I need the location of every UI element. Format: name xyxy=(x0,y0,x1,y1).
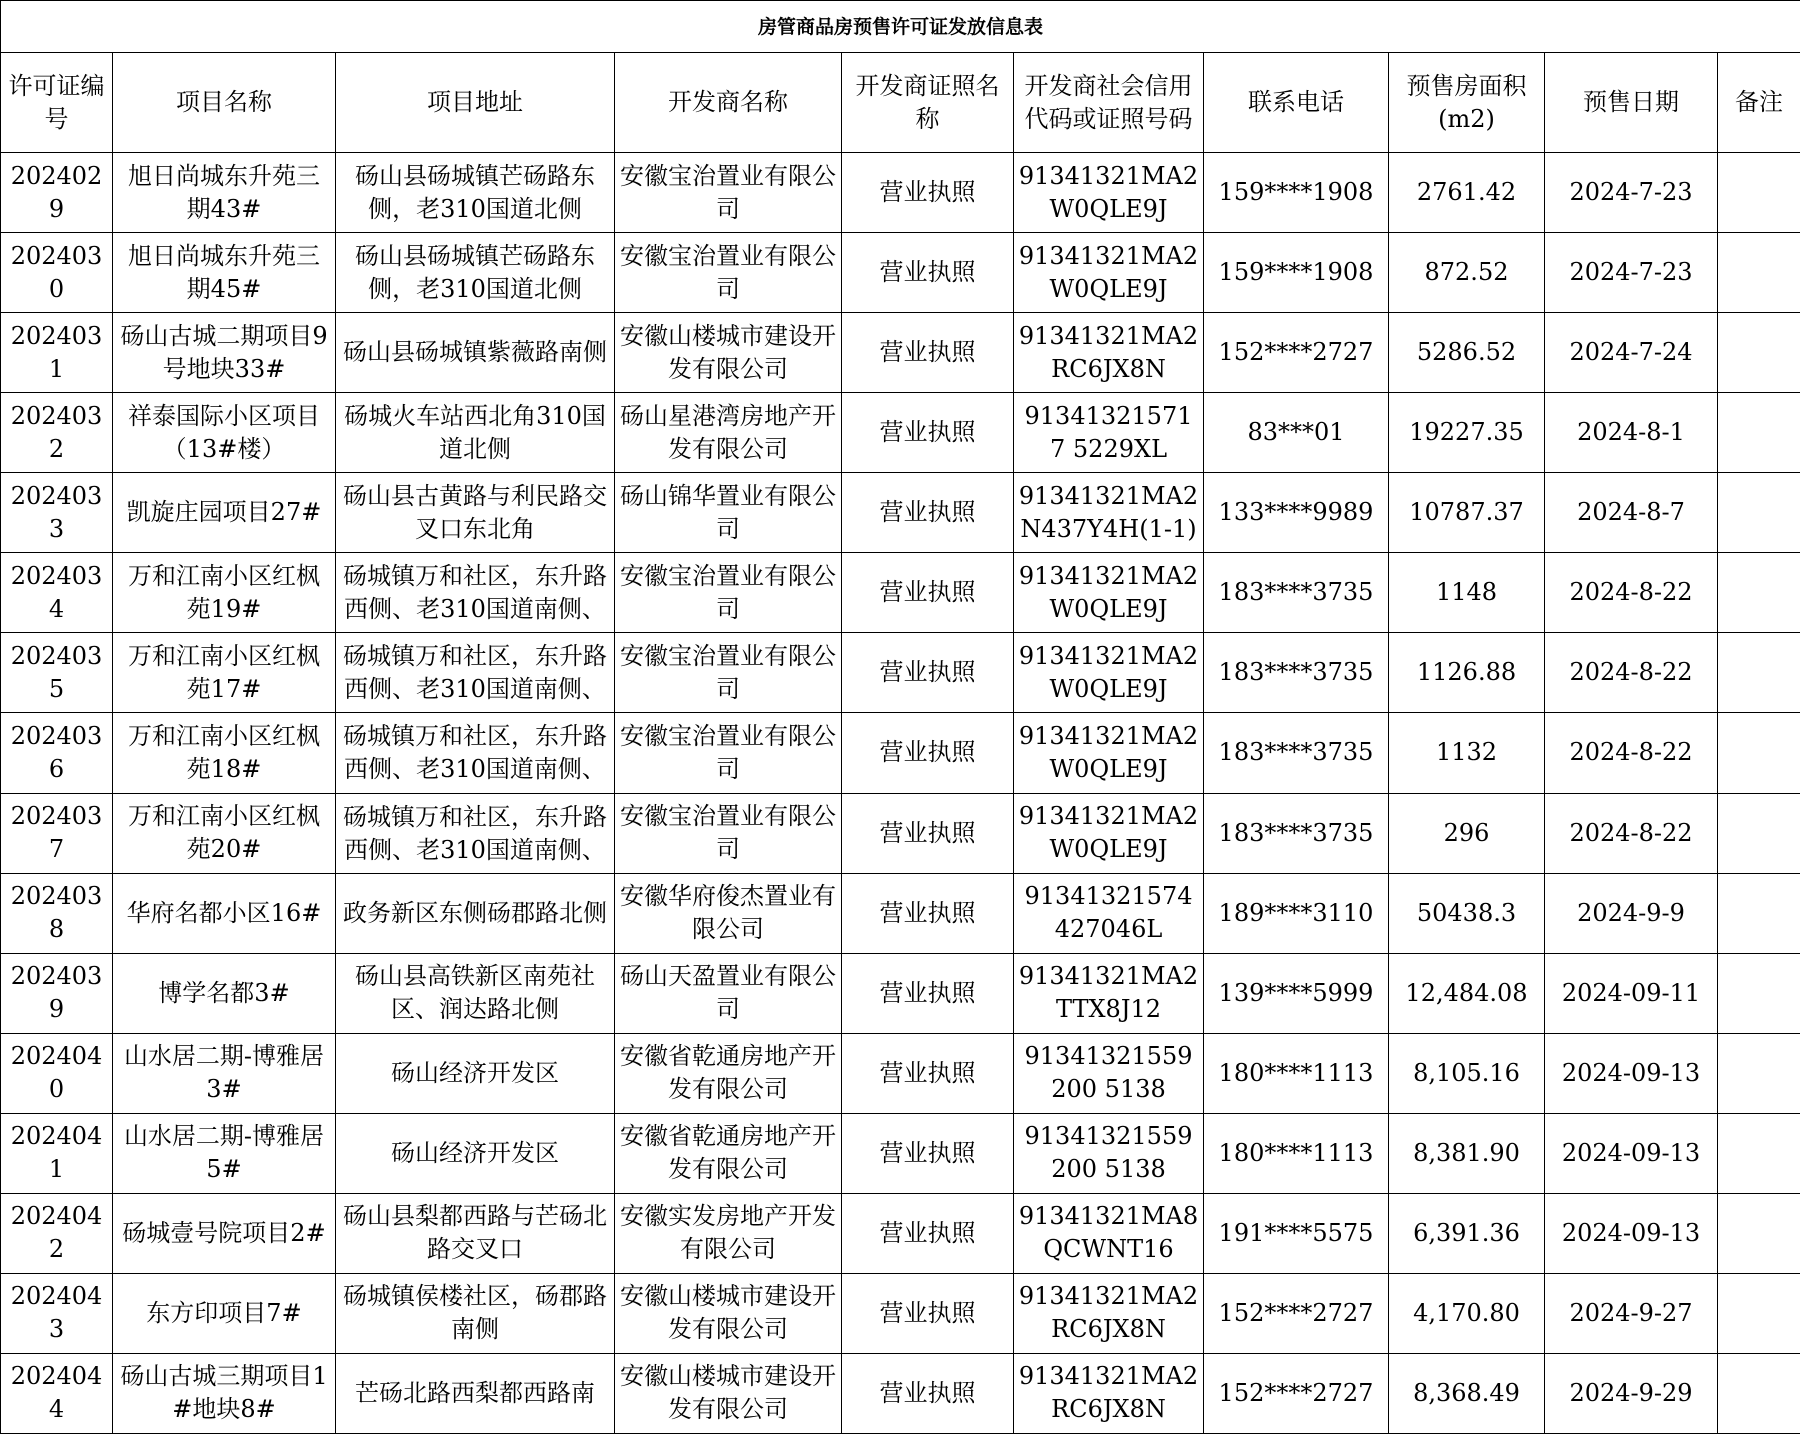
cell-credit-code: 91341321559200 5138 xyxy=(1014,1033,1204,1113)
cell-note xyxy=(1718,153,1800,233)
cell-cert-name: 营业执照 xyxy=(842,313,1014,393)
cell-developer-name: 安徽省乾通房地产开发有限公司 xyxy=(615,1033,842,1113)
cell-project-name: 山水居二期-博雅居5# xyxy=(113,1113,336,1193)
cell-phone: 133****9989 xyxy=(1204,473,1389,553)
cell-license-no: 2024042 xyxy=(1,1193,113,1273)
cell-note xyxy=(1718,1113,1800,1193)
cell-credit-code: 91341321MA2RC6JX8N xyxy=(1014,1353,1204,1433)
cell-note xyxy=(1718,1273,1800,1353)
cell-cert-name: 营业执照 xyxy=(842,473,1014,553)
cell-license-no: 2024038 xyxy=(1,873,113,953)
table-row xyxy=(1,793,1800,873)
cell-cert-name: 营业执照 xyxy=(842,953,1014,1033)
cell-project-address: 政务新区东侧砀郡路北侧 xyxy=(336,873,615,953)
cell-license-no: 2024035 xyxy=(1,633,113,713)
cell-license-no: 2024039 xyxy=(1,953,113,1033)
cell-license-no: 2024029 xyxy=(1,153,113,233)
cell-date: 2024-09-13 xyxy=(1545,1113,1718,1193)
cell-credit-code: 91341321MA2TTX8J12 xyxy=(1014,953,1204,1033)
table-row xyxy=(1,473,1800,553)
cell-area: 1148 xyxy=(1389,553,1545,633)
cell-phone: 180****1113 xyxy=(1204,1113,1389,1193)
cell-note xyxy=(1718,1193,1800,1273)
cell-developer-name: 安徽山楼城市建设开发有限公司 xyxy=(615,1353,842,1433)
cell-developer-name: 安徽山楼城市建设开发有限公司 xyxy=(615,1273,842,1353)
table-row xyxy=(1,1113,1800,1193)
cell-credit-code: 91341321MA2W0QLE9J xyxy=(1014,233,1204,313)
cell-phone: 180****1113 xyxy=(1204,1033,1389,1113)
header-date: 预售日期 xyxy=(1545,53,1718,153)
cell-developer-name: 砀山锦华置业有限公司 xyxy=(615,473,842,553)
cell-license-no: 2024044 xyxy=(1,1353,113,1433)
cell-project-name: 万和江南小区红枫苑18# xyxy=(113,713,336,793)
cell-credit-code: 91341321MA2RC6JX8N xyxy=(1014,1273,1204,1353)
cell-project-name: 祥泰国际小区项目（13#楼） xyxy=(113,393,336,473)
cell-cert-name: 营业执照 xyxy=(842,1033,1014,1113)
cell-project-name: 万和江南小区红枫苑19# xyxy=(113,553,336,633)
cell-license-no: 2024031 xyxy=(1,313,113,393)
cell-project-address: 砀山县砀城镇芒砀路东侧，老310国道北侧 xyxy=(336,153,615,233)
cell-license-no: 2024034 xyxy=(1,553,113,633)
cell-license-no: 2024036 xyxy=(1,713,113,793)
cell-date: 2024-9-29 xyxy=(1545,1353,1718,1433)
cell-date: 2024-09-13 xyxy=(1545,1193,1718,1273)
cell-developer-name: 安徽宝治置业有限公司 xyxy=(615,233,842,313)
cell-developer-name: 安徽宝治置业有限公司 xyxy=(615,793,842,873)
title-row xyxy=(1,1,1800,53)
cell-area: 19227.35 xyxy=(1389,393,1545,473)
cell-date: 2024-8-7 xyxy=(1545,473,1718,553)
cell-developer-name: 安徽实发房地产开发有限公司 xyxy=(615,1193,842,1273)
table-row xyxy=(1,393,1800,473)
cell-area: 872.52 xyxy=(1389,233,1545,313)
header-note: 备注 xyxy=(1718,53,1800,153)
cell-project-name: 博学名都3# xyxy=(113,953,336,1033)
cell-developer-name: 安徽宝治置业有限公司 xyxy=(615,153,842,233)
cell-date: 2024-09-13 xyxy=(1545,1033,1718,1113)
cell-cert-name: 营业执照 xyxy=(842,553,1014,633)
cell-license-no: 2024030 xyxy=(1,233,113,313)
cell-note xyxy=(1718,633,1800,713)
table-row xyxy=(1,953,1800,1033)
cell-cert-name: 营业执照 xyxy=(842,793,1014,873)
cell-credit-code: 91341321MA8QCWNT16 xyxy=(1014,1193,1204,1273)
cell-phone: 152****2727 xyxy=(1204,1273,1389,1353)
cell-area: 1126.88 xyxy=(1389,633,1545,713)
cell-project-name: 砀山古城三期项目1#地块8# xyxy=(113,1353,336,1433)
cell-project-name: 万和江南小区红枫苑17# xyxy=(113,633,336,713)
cell-note xyxy=(1718,793,1800,873)
cell-phone: 183****3735 xyxy=(1204,633,1389,713)
cell-note xyxy=(1718,553,1800,633)
cell-project-name: 砀城壹号院项目2# xyxy=(113,1193,336,1273)
cell-developer-name: 安徽宝治置业有限公司 xyxy=(615,553,842,633)
cell-date: 2024-8-22 xyxy=(1545,553,1718,633)
cell-developer-name: 安徽宝治置业有限公司 xyxy=(615,713,842,793)
cell-date: 2024-8-1 xyxy=(1545,393,1718,473)
table-row xyxy=(1,1273,1800,1353)
cell-credit-code: 91341321MA2W0QLE9J xyxy=(1014,153,1204,233)
cell-cert-name: 营业执照 xyxy=(842,1193,1014,1273)
cell-credit-code: 91341321MA2W0QLE9J xyxy=(1014,793,1204,873)
cell-credit-code: 91341321MA2RC6JX8N xyxy=(1014,313,1204,393)
cell-project-address: 砀山县梨都西路与芒砀北路交叉口 xyxy=(336,1193,615,1273)
cell-project-name: 山水居二期-博雅居3# xyxy=(113,1033,336,1113)
header-project-address: 项目地址 xyxy=(336,53,615,153)
header-license-no: 许可证编号 xyxy=(1,53,113,153)
cell-date: 2024-8-22 xyxy=(1545,713,1718,793)
cell-area: 2761.42 xyxy=(1389,153,1545,233)
cell-project-address xyxy=(336,713,615,793)
cell-cert-name: 营业执照 xyxy=(842,713,1014,793)
cell-project-address xyxy=(336,633,615,713)
cell-note xyxy=(1718,953,1800,1033)
cell-note xyxy=(1718,1353,1800,1433)
cell-area: 12,484.08 xyxy=(1389,953,1545,1033)
cell-phone: 159****1908 xyxy=(1204,233,1389,313)
cell-date: 2024-7-23 xyxy=(1545,153,1718,233)
cell-area: 4,170.80 xyxy=(1389,1273,1545,1353)
cell-area: 8,381.90 xyxy=(1389,1113,1545,1193)
cell-phone: 83***01 xyxy=(1204,393,1389,473)
cell-date: 2024-9-27 xyxy=(1545,1273,1718,1353)
cell-date: 2024-09-11 xyxy=(1545,953,1718,1033)
cell-date: 2024-8-22 xyxy=(1545,793,1718,873)
cell-credit-code: 91341321574427046L xyxy=(1014,873,1204,953)
cell-license-no: 2024041 xyxy=(1,1113,113,1193)
table-title: 房管商品房预售许可证发放信息表 xyxy=(1,1,1800,53)
cell-date: 2024-7-24 xyxy=(1545,313,1718,393)
cell-project-address: 砀山县古黄路与利民路交叉口东北角 xyxy=(336,473,615,553)
cell-developer-name: 砀山天盈置业有限公司 xyxy=(615,953,842,1033)
address-text: 砀城镇万和社区，东升路西侧、老310国道南侧、 xyxy=(343,722,607,784)
cell-date: 2024-9-9 xyxy=(1545,873,1718,953)
cell-credit-code: 913413215717 5229XL xyxy=(1014,393,1204,473)
cell-area: 6,391.36 xyxy=(1389,1193,1545,1273)
cell-project-address xyxy=(336,553,615,633)
cell-area: 50438.3 xyxy=(1389,873,1545,953)
table-row xyxy=(1,1193,1800,1273)
cell-project-address: 砀山县砀城镇芒砀路东侧，老310国道北侧 xyxy=(336,233,615,313)
address-text: 砀城镇万和社区，东升路西侧、老310国道南侧、 xyxy=(343,562,607,624)
table-row xyxy=(1,1353,1800,1433)
header-row xyxy=(1,53,1800,153)
cell-project-address: 芒砀北路西梨都西路南 xyxy=(336,1353,615,1433)
cell-credit-code: 91341321MA2N437Y4H(1-1) xyxy=(1014,473,1204,553)
cell-phone: 139****5999 xyxy=(1204,953,1389,1033)
cell-phone: 152****2727 xyxy=(1204,313,1389,393)
cell-project-address: 砀城火车站西北角310国道北侧 xyxy=(336,393,615,473)
cell-note xyxy=(1718,873,1800,953)
cell-note xyxy=(1718,473,1800,553)
cell-cert-name: 营业执照 xyxy=(842,233,1014,313)
address-text: 砀城镇万和社区，东升路西侧、老310国道南侧、 xyxy=(343,642,607,704)
header-project-name: 项目名称 xyxy=(113,53,336,153)
cell-cert-name: 营业执照 xyxy=(842,153,1014,233)
cell-developer-name: 安徽华府俊杰置业有限公司 xyxy=(615,873,842,953)
cell-license-no: 2024040 xyxy=(1,1033,113,1113)
cell-area: 1132 xyxy=(1389,713,1545,793)
cell-project-address: 砀山县高铁新区南苑社区、润达路北侧 xyxy=(336,953,615,1033)
cell-credit-code: 91341321MA2W0QLE9J xyxy=(1014,633,1204,713)
cell-cert-name: 营业执照 xyxy=(842,393,1014,473)
cell-cert-name: 营业执照 xyxy=(842,633,1014,713)
table-row xyxy=(1,873,1800,953)
table-body xyxy=(1,153,1800,1434)
cell-phone: 191****5575 xyxy=(1204,1193,1389,1273)
cell-credit-code: 91341321MA2W0QLE9J xyxy=(1014,713,1204,793)
cell-phone: 189****3110 xyxy=(1204,873,1389,953)
table-row xyxy=(1,313,1800,393)
table-row xyxy=(1,713,1800,793)
cell-developer-name: 安徽省乾通房地产开发有限公司 xyxy=(615,1113,842,1193)
cell-project-address: 砀城镇侯楼社区，砀郡路南侧 xyxy=(336,1273,615,1353)
header-area: 预售房面积(m2) xyxy=(1389,53,1545,153)
cell-phone: 183****3735 xyxy=(1204,553,1389,633)
cell-note xyxy=(1718,393,1800,473)
cell-project-address: 砀山经济开发区 xyxy=(336,1033,615,1113)
table-row xyxy=(1,233,1800,313)
cell-note xyxy=(1718,233,1800,313)
cell-date: 2024-8-22 xyxy=(1545,633,1718,713)
cell-project-address: 砀山经济开发区 xyxy=(336,1113,615,1193)
cell-credit-code: 91341321MA2W0QLE9J xyxy=(1014,553,1204,633)
cell-project-address: 砀山县砀城镇紫薇路南侧 xyxy=(336,313,615,393)
cell-license-no: 2024032 xyxy=(1,393,113,473)
cell-developer-name: 安徽宝治置业有限公司 xyxy=(615,633,842,713)
cell-project-address xyxy=(336,793,615,873)
cell-project-name: 旭日尚城东升苑三期43# xyxy=(113,153,336,233)
cell-developer-name: 安徽山楼城市建设开发有限公司 xyxy=(615,313,842,393)
cell-phone: 152****2727 xyxy=(1204,1353,1389,1433)
cell-credit-code: 91341321559200 5138 xyxy=(1014,1113,1204,1193)
cell-license-no: 2024037 xyxy=(1,793,113,873)
cell-project-name: 砀山古城二期项目9号地块33# xyxy=(113,313,336,393)
cell-cert-name: 营业执照 xyxy=(842,1113,1014,1193)
header-phone: 联系电话 xyxy=(1204,53,1389,153)
cell-area: 8,368.49 xyxy=(1389,1353,1545,1433)
cell-cert-name: 营业执照 xyxy=(842,1353,1014,1433)
header-cert-name: 开发商证照名称 xyxy=(842,53,1014,153)
table-row xyxy=(1,153,1800,233)
cell-phone: 159****1908 xyxy=(1204,153,1389,233)
address-text: 砀城镇万和社区，东升路西侧、老310国道南侧、 xyxy=(343,802,607,864)
table-row xyxy=(1,633,1800,713)
cell-area: 296 xyxy=(1389,793,1545,873)
cell-project-name: 凯旋庄园项目27# xyxy=(113,473,336,553)
cell-phone: 183****3735 xyxy=(1204,713,1389,793)
cell-license-no: 2024043 xyxy=(1,1273,113,1353)
cell-cert-name: 营业执照 xyxy=(842,1273,1014,1353)
cell-cert-name: 营业执照 xyxy=(842,873,1014,953)
cell-note xyxy=(1718,713,1800,793)
cell-area: 8,105.16 xyxy=(1389,1033,1545,1113)
table-row xyxy=(1,553,1800,633)
table-row xyxy=(1,1033,1800,1113)
cell-project-name: 华府名都小区16# xyxy=(113,873,336,953)
cell-date: 2024-7-23 xyxy=(1545,233,1718,313)
cell-phone: 183****3735 xyxy=(1204,793,1389,873)
cell-project-name: 东方印项目7# xyxy=(113,1273,336,1353)
cell-area: 10787.37 xyxy=(1389,473,1545,553)
cell-note xyxy=(1718,313,1800,393)
cell-license-no: 2024033 xyxy=(1,473,113,553)
cell-note xyxy=(1718,1033,1800,1113)
cell-area: 5286.52 xyxy=(1389,313,1545,393)
cell-developer-name: 砀山星港湾房地产开发有限公司 xyxy=(615,393,842,473)
header-developer-name: 开发商名称 xyxy=(615,53,842,153)
cell-project-name: 旭日尚城东升苑三期45# xyxy=(113,233,336,313)
cell-project-name: 万和江南小区红枫苑20# xyxy=(113,793,336,873)
header-credit-code: 开发商社会信用代码或证照号码 xyxy=(1014,53,1204,153)
